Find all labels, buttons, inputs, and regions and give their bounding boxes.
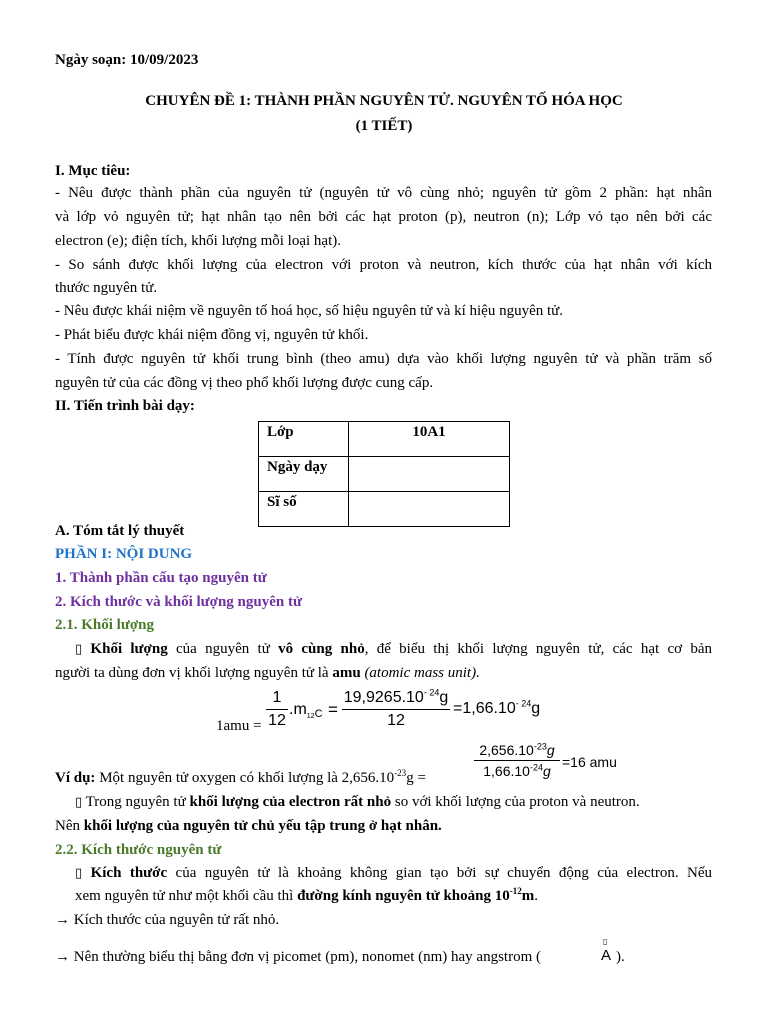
part1-heading: PHẦN I: NỘI DUNG [55,546,193,562]
doc-title-line1: CHUYÊN ĐỀ 1: THÀNH PHẦN NGUYÊN TỬ. NGUYÊN TỐ HÓA HỌC [145,93,623,109]
table-cell-value: 10A1 [349,422,510,457]
objective-line: - Phát biểu được khái niệm đồng vị, nguyên tử khối. [55,327,369,343]
table-cell-label: Lớp [259,422,349,457]
objectives-heading: I. Mục tiêu: [55,163,131,179]
table-cell-label: Sĩ số [259,492,349,527]
arrow-line-2: → Nên thường biểu thị bằng đơn vị picomet (pm), nonomet (nm) hay angstrom ( [55,949,541,965]
size-paragraph-line1: ▯ Kích thước của nguyên tử là khoảng không gian tạo bởi sự chuyển động của electron. Nếu [55,865,712,882]
bullet-box-icon: ▯ [75,866,83,881]
example-result: =16 amu [562,754,617,770]
objective-line: - Tính được nguyên tử khối trung bình (theo amu) dựa vào khối lượng nguyên tử và phần trăm số [55,351,712,367]
arrow-line-2-end: ). [616,949,625,965]
bullet-box-icon: ▯ [75,795,83,810]
summary-heading: A. Tóm tắt lý thuyết [55,523,185,539]
class-info-table [258,421,510,527]
angstrom-symbol: A [601,947,612,964]
section21-heading: 2.1. Khối lượng [55,617,154,633]
objective-line: electron (e); điện tích, khối lượng mỗi loại hạt). [55,233,341,249]
table-row [259,422,510,457]
example-line: Ví dụ: Một nguyên tử oxygen có khối lượng là $2,656.10^{-23}g$ = [55,768,426,786]
objective-line: và lớp vỏ nguyên tử; hạt nhân tạo nên bởi các hạt proton (p), neutron (n); Lớp vỏ tạo nên bởi các [55,209,712,225]
table-row [259,492,510,527]
objective-line: - Nêu được thành phần của nguyên tử (nguyên tử vô cùng nhỏ; nguyên tử gồm 2 phần: hạt nhân [55,185,712,201]
formula-fraction-1-12: 1 12 [266,689,288,730]
doc-title-line2: (1 TIẾT) [355,118,413,134]
table-cell-value [349,457,510,492]
section1-heading: 1. Thành phần cấu tạo nguyên tử [55,570,267,586]
formula-lhs: 1amu = [216,718,262,734]
angstrom-ring-icon: ▯ [603,937,608,946]
table-cell-value [349,492,510,527]
table-cell-label: Ngày dạy [259,457,349,492]
formula-fraction-main: $19,9265.10^{- 24}g$ 12 [343,687,449,729]
table-row [259,457,510,492]
size-paragraph-line2: xem nguyên tử như một khối cầu thì đường kính nguyên tử khoảng $10^{-12}m$. [75,886,538,904]
objective-line: - Nêu được khái niệm về nguyên tố hoá học, số hiệu nguyên tử và kí hiệu nguyên tử. [55,303,564,319]
formula-mass-symbol: $.m_{12}C$ [289,701,323,721]
date-label: Ngày soạn: 10/09/2023 [55,52,199,68]
objective-line: - So sánh được khối lượng của electron với proton và neutron, kích thước của hạt nhân với kích [55,257,712,273]
arrow-line-1: → Kích thước của nguyên tử rất nhỏ. [55,912,280,928]
mass-paragraph-line2: người ta dùng đơn vị khối lượng nguyên tử là amu (atomic mass unit). [55,665,480,681]
formula-equals: = [328,700,338,719]
formula-result: $=1,66.10^{- 24}g$ [453,698,541,717]
mass-paragraph-line1: ▯ Khối lượng của nguyên tử vô cùng nhỏ, để biểu thị khối lượng nguyên tử, các hạt cơ bản [55,641,712,658]
section2-heading: 2. Kích thước và khối lượng nguyên tử [55,594,302,610]
objective-line: nguyên tử của các đồng vị theo phổ khối lượng được cung cấp. [55,375,434,391]
objective-line: thước nguyên tử. [55,280,158,296]
nucleus-mass-line: Nên khối lượng của nguyên tử chủ yếu tập trung ở hạt nhân. [55,818,442,834]
section22-heading: 2.2. Kích thước nguyên tử [55,842,222,858]
electron-mass-line: ▯ Trong nguyên tử khối lượng của electron rất nhỏ so với khối lượng của proton và neutron. [75,794,640,810]
example-fraction: $2,656.10^{-23}g$ $1,66.10^{-24}g$ [474,742,560,779]
process-heading: II. Tiến trình bài dạy: [55,398,195,414]
bullet-box-icon: ▯ [75,642,83,657]
